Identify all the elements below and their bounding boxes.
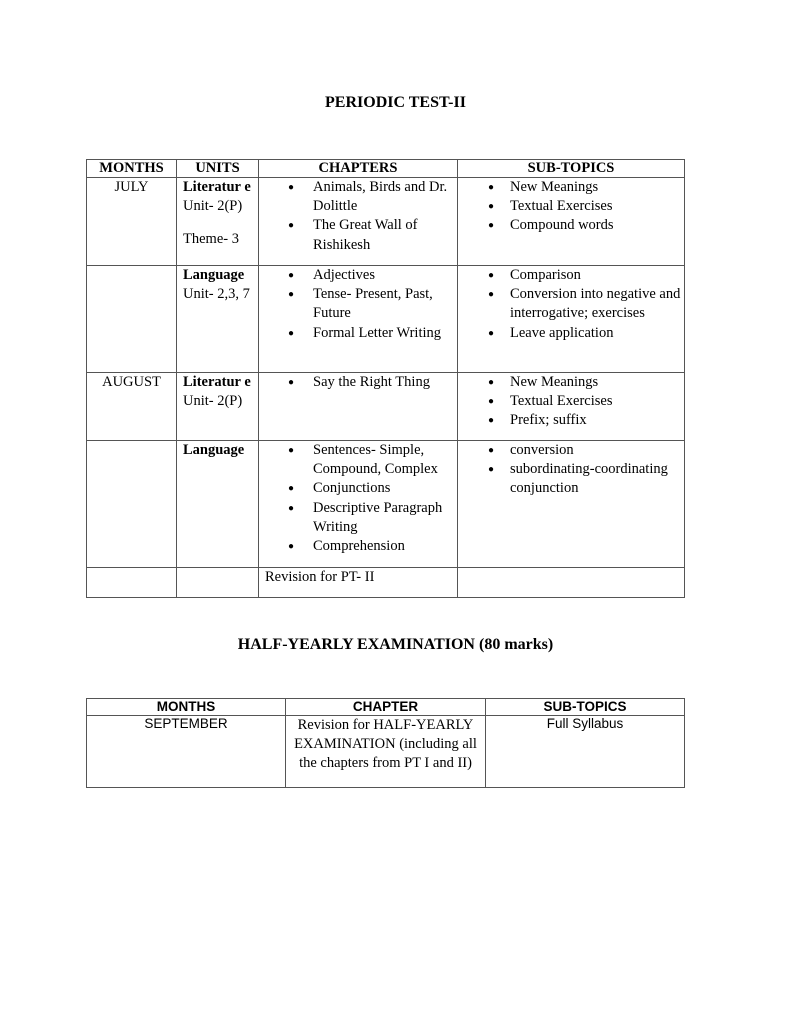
list-item: ● subordinating-coordinating conjunction <box>458 460 684 498</box>
table-header-row <box>87 699 685 716</box>
list-item: ● Comprehension <box>259 537 457 556</box>
half-yearly-title: HALF-YEARLY EXAMINATION (80 marks) <box>237 636 554 653</box>
list-item: ● Adjectives <box>259 266 457 285</box>
header-chapters: CHAPTERS <box>259 160 458 178</box>
list-item: ● New Meanings <box>458 373 684 392</box>
subtopics-cell <box>458 178 685 266</box>
month-cell <box>87 441 177 568</box>
chapters-cell <box>259 373 458 441</box>
revision-text: Revision for PT- II <box>259 568 458 598</box>
header-months: MONTHS <box>87 699 286 716</box>
list-item: ● Say the Right Thing <box>259 373 457 392</box>
empty-cell <box>177 568 259 598</box>
header-months: MONTHS <box>87 160 177 178</box>
list-item: ● The Great Wall of Rishikesh <box>259 216 457 254</box>
list-item: ● Descriptive Paragraph Writing <box>259 499 457 537</box>
unit-number: Unit- 2(P) <box>183 198 243 215</box>
unit-type: Literatur e <box>183 374 251 390</box>
unit-theme: Theme- 3 <box>183 231 239 248</box>
list-item: ● Comparison <box>458 266 684 285</box>
revision-row <box>87 568 685 598</box>
list-item: ● Tense- Present, Past, Future <box>259 285 457 323</box>
list-item: ● conversion <box>458 441 684 460</box>
unit-type: Literatur e <box>183 179 251 195</box>
list-item: ● Textual Exercises <box>458 197 684 216</box>
list-item: ● New Meanings <box>458 178 684 197</box>
periodic-test-table <box>86 159 685 598</box>
month-cell: JULY <box>87 178 177 266</box>
list-item: ● Animals, Birds and Dr. Dolittle <box>259 178 457 216</box>
list-item: ● Textual Exercises <box>458 392 684 411</box>
unit-number: Unit- 2,3, 7 <box>183 286 250 303</box>
list-item: ● Formal Letter Writing <box>259 324 457 343</box>
month-cell: SEPTEMBER <box>87 716 286 788</box>
list-item: ● Conversion into negative and interrogative; exercises <box>458 285 684 323</box>
table-row <box>87 441 685 568</box>
unit-cell <box>177 178 259 266</box>
unit-cell <box>177 441 259 568</box>
chapters-cell <box>259 441 458 568</box>
unit-cell <box>177 266 259 373</box>
empty-cell <box>458 568 685 598</box>
empty-cell <box>87 568 177 598</box>
table-row <box>87 266 685 373</box>
month-cell <box>87 266 177 373</box>
unit-number: Unit- 2(P) <box>183 393 243 410</box>
table-row <box>87 373 685 441</box>
list-item: ● Conjunctions <box>259 479 457 498</box>
list-item: ● Compound words <box>458 216 684 235</box>
list-item: ● Leave application <box>458 324 684 343</box>
unit-type: Language <box>183 442 245 458</box>
subtopics-cell <box>458 373 685 441</box>
subtopics-cell <box>458 441 685 568</box>
chapters-cell <box>259 266 458 373</box>
header-subtopics: SUB-TOPICS <box>458 160 685 178</box>
unit-type: Language <box>183 267 245 283</box>
table-row <box>87 716 685 788</box>
unit-cell <box>177 373 259 441</box>
header-chapter: CHAPTER <box>286 699 486 716</box>
list-item: ● Sentences- Simple, Compound, Complex <box>259 441 457 479</box>
subtopics-cell <box>458 266 685 373</box>
month-cell: AUGUST <box>87 373 177 441</box>
chapters-cell <box>259 178 458 266</box>
chapter-text: Revision for HALF-YEARLY EXAMINATION (including all the chapters from PT I and II) <box>294 717 477 772</box>
chapter-cell <box>286 716 486 788</box>
header-subtopics: SUB-TOPICS <box>486 699 685 716</box>
subtopic-cell: Full Syllabus <box>486 716 685 788</box>
table-header-row <box>87 160 685 178</box>
half-yearly-table <box>86 698 685 788</box>
header-units: UNITS <box>177 160 259 178</box>
periodic-test-title: PERIODIC TEST-II <box>325 94 466 111</box>
table-row <box>87 178 685 266</box>
list-item: ● Prefix; suffix <box>458 411 684 430</box>
